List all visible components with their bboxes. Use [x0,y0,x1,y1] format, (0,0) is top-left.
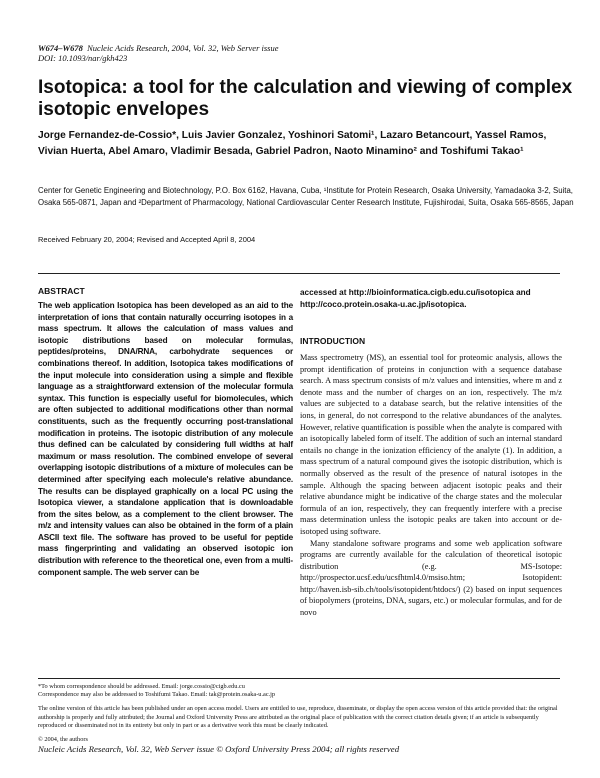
intro-paragraph-2: Many standalone software programs and some web application software programs are currently available for the calculation of theoretical isotopic distribution (e.g. MS-Isotope: http://prospector.ucsf.edu/ucsfhtml4.0/msiso.htm; Isotopident: http://haven.isb-sib.ch/tools/isotopident/htdocs/) (2) based on input sequences of biopolymers (proteins, DNA, sugars, etc.) or molecular formulas, and for de novo [300,538,562,618]
affiliations: Center for Genetic Engineering and Biotechnology, P.O. Box 6162, Havana, Cuba, ¹Institute for Protein Research, Osaka University, Yamadaoka 3-2, Suita, Osaka 565-0871, Japan and ²Department of Pharmacology, National Cardiovascular Center Research Institute, Fujishirodai, Suita, Osaka 565-8565, Japan [38,186,574,207]
correspondence-note: *To whom correspondence should be addressed. Email: jorge.cossio@cigb.edu.cu [38,683,245,690]
footnote-divider [38,678,560,679]
author-list: Jorge Fernandez-de-Cossio*, Luis Javier Gonzalez, Yoshinori Satomi¹, Lazaro Betancourt, Yassel Ramos, Vivian Huerta, Abel Amaro, Vladimir Besada, Gabriel Padron, Naoto Minamino² and Toshifumi Takao¹ [38,130,547,157]
paper-title: Isotopica: a tool for the calculation and viewing of complex isotopic envelopes [38,77,573,120]
introduction-body [300,352,562,619]
running-header [38,43,279,63]
doi: DOI: 10.1093/nar/gkh423 [38,53,128,63]
journal-citation: Nucleic Acids Research, 2004, Vol. 32, Web Server issue [87,43,279,53]
correspondence-also: Correspondence may also be addressed to Toshifumi Takao. Email: tak@protein.osaka-u.ac.jp [38,691,276,699]
abstract-continued: accessed at http://bioinformatica.cigb.edu.cu/isotopica and http://coco.protein.osaka-u.ac.jp/isotopica. [300,288,531,309]
footnotes [38,683,562,744]
received-dates: Received February 20, 2004; Revised and Accepted April 8, 2004 [38,235,256,244]
abstract-text: The web application Isotopica has been developed as an aid to the interpretation of ions that contain naturally occurring isotopes in a mass spectrum. It allows the calculation of mass values and isotopic distributions based on molecular formulas, peptides/proteins, DNA/RNA, carbohydrate sequences or combinations thereof. In addition, Isotopica takes modifications of the input molecule into consideration using a simple and flexible language as a straightforward extension of the molecular formula syntax. This function is especially useful for biomolecules, which are often subjected to additional modifications other than normal constituents, such as the frequently occurring post-translational modification in proteins. The isotopic distribution of any molecule thus defined can be calculated by considering full widths at half maximum or mass resolution. The combined envelope of several overlapping isotopic distributions of a mixture of molecules can be determined after specifying each molecule's relative abundance. The results can be displayed graphically on a local PC using the Isotopica viewer, a standalone application that is downloadable from the sites below, as a complement to the client browser. The m/z and intensity values can also be obtained in the form of a plain ASCII text file. The software has proved to be useful for peptide mass fingerprinting and validating an observed isotopic ion distribution with reference to the theoretical one, even from a multi-component sample. The web server can be [38,301,293,577]
intro-paragraph-1: Mass spectrometry (MS), an essential tool for proteomic analysis, allows the prompt identification of proteins in conjunction with a sequence database search. A mass spectrum consists of m/z values and intensities, where m and z denote mass and the number of charges on an ion, respectively. The m/z values are subjected to a database search, but the relative intensities of the ions, in general, do not correspond to the relative abundances of the analytes. However, relative quantification is possible when the analyte is compared with an isotopically labeled form of itself. The addition of such an internal standard entails no change in the ionization efficiency of the analyte (1). In addition, a mass spectrum of a natural compound gives the isotopic distribution, which is normally observed as the result of the presence of natural isotopes in the sample. Although the spacing between adjacent isotopic peaks and their relative abundance might be indicative of the charge states and the molecular formula of an ion, respectively, they can frequently interfere with a precise mass determination unless the isotopic peaks are taken into account or de-isotoped using software. [300,353,562,536]
page-footer: Nucleic Acids Research, Vol. 32, Web Server issue © Oxford University Press 2004; all rights reserved [38,744,400,754]
page-range: W674–W678 [38,43,83,53]
copyright-note: © 2004, the authors [38,736,88,744]
header-divider [38,273,560,274]
open-access-note: The online version of this article has been published under an open access model. Users are entitled to use, reproduce, disseminate, or display the open access version of this article provided that: the original authorship is properly and fully attributed; the Journal and Oxford University Press are attributed as the original place of publication with the correct citation details given; if an article is subsequently reproduced or disseminated not in its entirety but only in part or as a derivative work this must be clearly indicated. [38,705,558,729]
introduction-heading: INTRODUCTION [300,336,366,346]
abstract-heading: ABSTRACT [38,286,85,296]
